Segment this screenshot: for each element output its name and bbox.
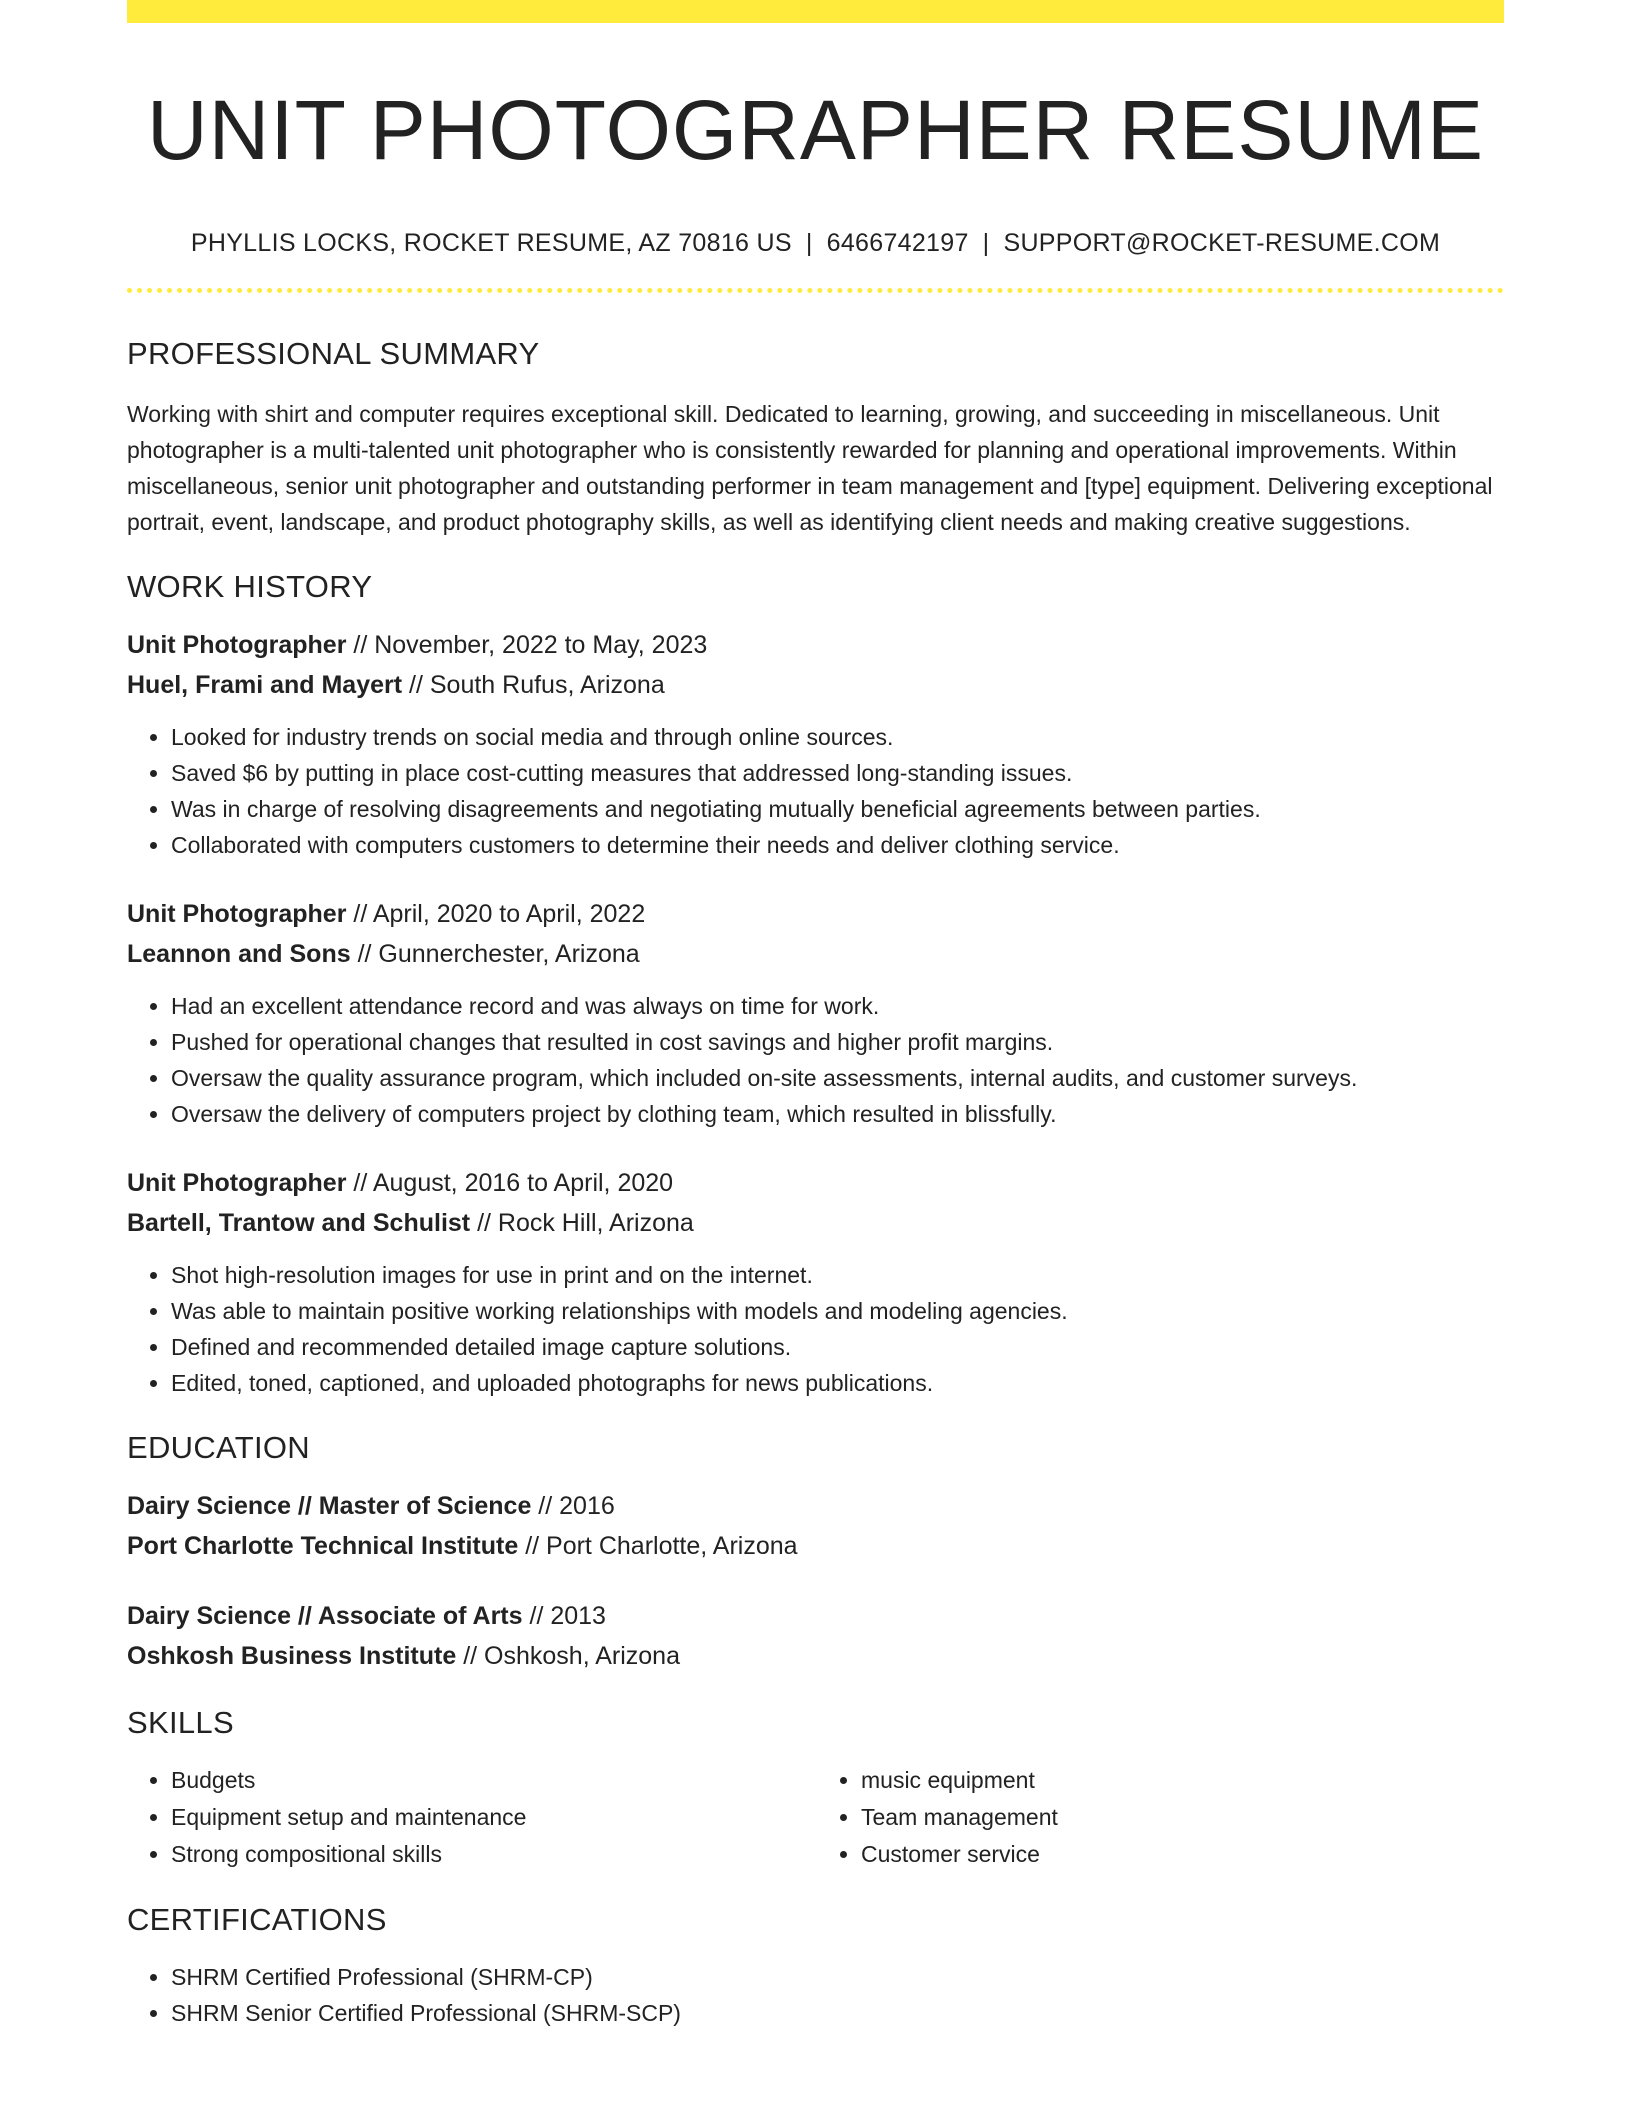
job-dates: // April, 2020 to April, 2022 — [346, 900, 646, 928]
skills-columns — [127, 1762, 1504, 1873]
certifications-list — [127, 1959, 1504, 2031]
school-line — [127, 1636, 1504, 1676]
list-item: • Oversaw the delivery of computers project by clothing team, which resulted in blissfully. — [171, 1096, 1504, 1132]
education-heading: EDUCATION — [127, 1430, 310, 1465]
school-line — [127, 1526, 1504, 1566]
contact-phone: 6466742197 — [826, 229, 969, 257]
degree-line — [127, 1486, 1504, 1526]
summary-section — [127, 335, 1504, 540]
skills-section — [127, 1704, 1504, 1873]
list-item: • SHRM Senior Certified Professional (SHRM-SCP) — [171, 1995, 1504, 2031]
job-title-line — [127, 625, 1504, 665]
job-location: // Rock Hill, Arizona — [470, 1209, 694, 1237]
resume-content — [127, 0, 1504, 2031]
degree-line — [127, 1596, 1504, 1636]
job-entry — [127, 625, 1504, 863]
job-dates: // November, 2022 to May, 2023 — [346, 631, 708, 659]
degree-year: // 2013 — [522, 1602, 606, 1630]
education-section — [127, 1429, 1504, 1676]
school-location: // Oshkosh, Arizona — [456, 1642, 680, 1670]
degree: Dairy Science // Master of Science — [127, 1492, 532, 1520]
job-company-line — [127, 934, 1504, 974]
job-company-line — [127, 1203, 1504, 1243]
list-item: • SHRM Certified Professional (SHRM-CP) — [171, 1959, 1504, 1995]
summary-heading: PROFESSIONAL SUMMARY — [127, 336, 540, 371]
certifications-heading: CERTIFICATIONS — [127, 1902, 387, 1937]
job-entry — [127, 1163, 1504, 1401]
job-company-line — [127, 665, 1504, 705]
education-entry — [127, 1486, 1504, 1566]
certifications-section — [127, 1901, 1504, 2031]
contact-separator: | — [982, 229, 990, 257]
job-title: Unit Photographer — [127, 631, 347, 659]
list-item: • Strong compositional skills — [171, 1836, 811, 1873]
school: Port Charlotte Technical Institute — [127, 1532, 519, 1560]
job-company: Leannon and Sons — [127, 940, 351, 968]
list-item: • Customer service — [861, 1836, 1501, 1873]
list-item: • Collaborated with computers customers to determine their needs and deliver clothing service. — [171, 827, 1504, 863]
contact-address: PHYLLIS LOCKS, ROCKET RESUME, AZ 70816 US — [190, 229, 792, 257]
skills-right-column — [811, 1762, 1501, 1873]
contact-email: SUPPORT@ROCKET-RESUME.COM — [1003, 229, 1441, 257]
list-item: • Team management — [861, 1799, 1501, 1836]
job-dates: // August, 2016 to April, 2020 — [346, 1169, 674, 1197]
list-item: • Saved $6 by putting in place cost-cutting measures that addressed long-standing issues. — [171, 755, 1504, 791]
job-title-line — [127, 894, 1504, 934]
job-location: // Gunnerchester, Arizona — [350, 940, 640, 968]
job-title-line — [127, 1163, 1504, 1203]
list-item: • Defined and recommended detailed image capture solutions. — [171, 1329, 1504, 1365]
job-bullets — [127, 1257, 1504, 1401]
summary-text: Working with shirt and computer requires exceptional skill. Dedicated to learning, growing, and succeeding in miscellaneous. Unit photographer is a multi-talented unit photographer who is consistently rewarded for planning and operational improvements. Within miscellaneous, senior unit photographer and outstanding performer in team management and [type] equipment. Delivering exceptional portrait, event, landscape, and product photography skills, as well as identifying client needs and making creative suggestions. — [127, 401, 1493, 535]
list-item: • Oversaw the quality assurance program, which included on-site assessments, internal audits, and customer surveys. — [171, 1060, 1504, 1096]
job-bullets — [127, 719, 1504, 863]
list-item: • Had an excellent attendance record and was always on time for work. — [171, 988, 1504, 1024]
degree: Dairy Science // Associate of Arts — [127, 1602, 523, 1630]
resume-title: UNIT PHOTOGRAPHER RESUME — [146, 83, 1485, 177]
work-history-section — [127, 568, 1504, 1401]
list-item: • music equipment — [861, 1762, 1501, 1799]
job-company: Bartell, Trantow and Schulist — [127, 1209, 471, 1237]
contact-line — [127, 228, 1504, 258]
job-title: Unit Photographer — [127, 900, 347, 928]
skills-left-column — [127, 1762, 811, 1873]
school: Oshkosh Business Institute — [127, 1642, 457, 1670]
degree-year: // 2016 — [531, 1492, 615, 1520]
list-item: • Looked for industry trends on social media and through online sources. — [171, 719, 1504, 755]
school-location: // Port Charlotte, Arizona — [518, 1532, 798, 1560]
list-item: • Budgets — [171, 1762, 811, 1799]
skills-heading: SKILLS — [127, 1705, 234, 1740]
work-history-heading: WORK HISTORY — [127, 569, 373, 604]
list-item: • Pushed for operational changes that resulted in cost savings and higher profit margins. — [171, 1024, 1504, 1060]
job-entry — [127, 894, 1504, 1132]
list-item: • Equipment setup and maintenance — [171, 1799, 811, 1836]
contact-separator: | — [805, 229, 813, 257]
list-item: • Was in charge of resolving disagreements and negotiating mutually beneficial agreements between parties. — [171, 791, 1504, 827]
dotted-divider — [127, 288, 1504, 293]
job-location: // South Rufus, Arizona — [402, 671, 665, 699]
list-item: • Shot high-resolution images for use in print and on the internet. — [171, 1257, 1504, 1293]
job-title: Unit Photographer — [127, 1169, 347, 1197]
list-item: • Was able to maintain positive working relationships with models and modeling agencies. — [171, 1293, 1504, 1329]
job-company: Huel, Frami and Mayert — [127, 671, 403, 699]
education-entry — [127, 1596, 1504, 1676]
job-bullets — [127, 988, 1504, 1132]
list-item: • Edited, toned, captioned, and uploaded photographs for news publications. — [171, 1365, 1504, 1401]
